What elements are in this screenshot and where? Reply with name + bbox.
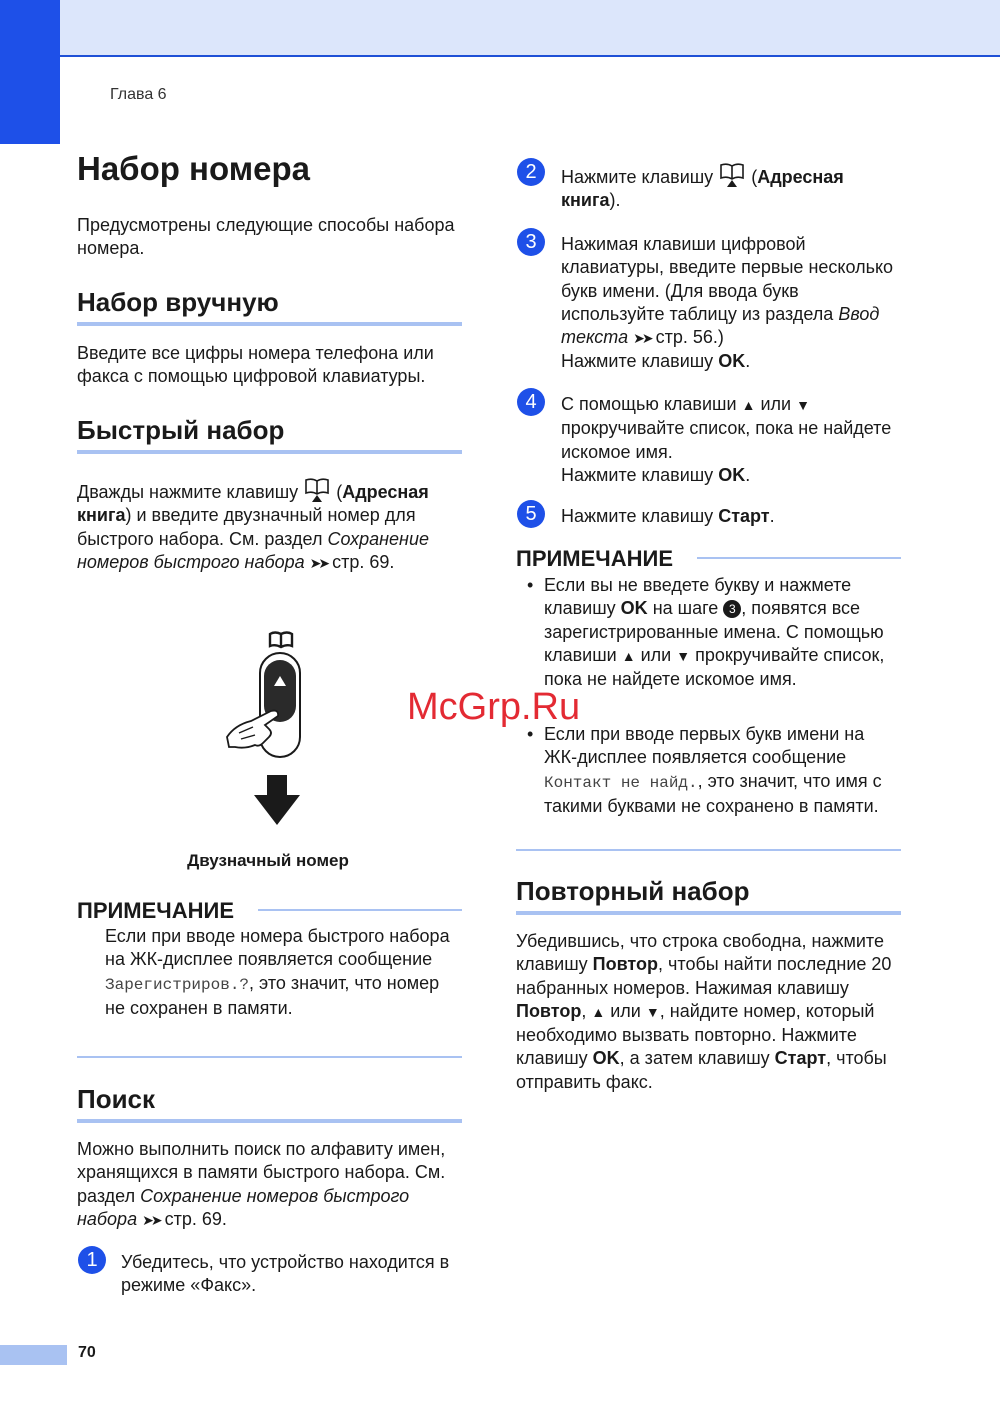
search-ref-link: Сохранение номеров быстрого набора bbox=[77, 1185, 410, 1229]
note-b1-text-4: прокручивайте список, пока не найдете искомое имя. bbox=[544, 644, 885, 690]
note-line-right bbox=[697, 557, 901, 559]
redial-heading: Повторный набор bbox=[516, 876, 750, 906]
speed-ref-link: Сохранение номеров быстрого набора bbox=[77, 528, 429, 572]
step-3-text-3: Нажмите клавишу bbox=[561, 351, 714, 372]
speed-text-2: ( bbox=[336, 482, 343, 502]
address-book-icon bbox=[718, 162, 746, 188]
note-b1-text-1: Если вы не введете букву и нажмете клавишу bbox=[544, 575, 852, 619]
step-2-text-2: ( bbox=[751, 167, 758, 187]
address-book-icon bbox=[303, 477, 331, 503]
note-left-text-1: Если при вводе номера быстрого набора на ЖК-дисплее появляется сообщение bbox=[105, 926, 450, 970]
note-b1-text-2: на шаге bbox=[652, 598, 719, 619]
note-title-right: ПРИМЕЧАНИЕ bbox=[516, 546, 674, 571]
note-end-line-left bbox=[77, 1056, 462, 1058]
chapter-tab bbox=[0, 0, 60, 144]
search-heading: Поиск bbox=[77, 1084, 156, 1114]
redial-key: Повтор bbox=[592, 954, 659, 975]
step-3-ref-badge: 3 bbox=[723, 600, 741, 618]
note-left-text-2: , это значит, что номер не сохранен в памяти. bbox=[105, 972, 440, 1018]
step-5-period: . bbox=[769, 506, 775, 526]
step-1-text: Убедитесь, что устройство находится в режиме «Факс». bbox=[121, 1252, 450, 1296]
redial-text-1: Убедившись, что строка свободна, нажмите клавишу bbox=[516, 931, 884, 975]
step-4-text-3: Нажмите клавишу bbox=[561, 464, 714, 485]
ok-key: OK bbox=[620, 598, 648, 619]
redial-text-4: , найдите номер, который необходимо вызвать повторно. Нажмите клавишу bbox=[516, 1000, 875, 1069]
step-3-text bbox=[561, 233, 906, 374]
page-title: Набор номера bbox=[77, 150, 310, 187]
step-3-period: . bbox=[745, 351, 751, 372]
step-3-text-1: Нажимая клавиши цифровой клавиатуры, введите первые несколько букв имени. (Для ввода букв используйте таблицу из раздела bbox=[561, 234, 894, 324]
redial-text bbox=[516, 930, 904, 1094]
address-book-key: Адресная книга bbox=[561, 167, 844, 211]
step-1-badge: 1 bbox=[78, 1246, 106, 1274]
down-arrow-icon: ▼ bbox=[645, 1003, 660, 1020]
manual-heading: Набор вручную bbox=[77, 287, 279, 317]
lcd-message-not-found: Контакт не найд. bbox=[544, 773, 698, 792]
note-title-left: ПРИМЕЧАНИЕ bbox=[77, 898, 235, 923]
chapter-label: Глава 6 bbox=[110, 86, 167, 103]
watermark: McGrp.Ru bbox=[407, 686, 581, 728]
illustration-caption: Двузначный номер bbox=[187, 851, 349, 870]
note-bullet-1 bbox=[527, 574, 900, 691]
page-number-bar bbox=[0, 1345, 67, 1365]
ok-key: OK bbox=[718, 464, 746, 485]
step-4-text-2: прокручивайте список, пока не найдете искомое имя. bbox=[561, 418, 892, 462]
text-input-ref-link: Ввод текста bbox=[561, 303, 880, 348]
note-b1-or: или bbox=[640, 644, 672, 665]
step-4-period: . bbox=[745, 464, 751, 485]
step-3-page-ref: стр. 56.) bbox=[655, 327, 724, 348]
address-book-key: Адресная книга bbox=[77, 482, 429, 526]
step-5-text bbox=[561, 505, 906, 528]
header-line bbox=[60, 55, 1000, 57]
bullet-dot: • bbox=[527, 575, 534, 595]
ok-key: OK bbox=[592, 1048, 620, 1069]
redial-key: Повтор bbox=[516, 1000, 582, 1021]
up-arrow-icon: ▲ bbox=[621, 647, 636, 664]
bullet-dot: • bbox=[527, 724, 534, 744]
redial-text-2: , чтобы найти последние 20 набранных номеров. Нажимая клавишу bbox=[516, 954, 892, 998]
page-number: 70 bbox=[78, 1344, 96, 1361]
speed-text-3: ) и введите двузначный номер для быстрого набора. См. раздел bbox=[77, 505, 416, 549]
redial-text-5: , а затем клавишу bbox=[619, 1048, 770, 1069]
start-key: Старт bbox=[718, 506, 770, 526]
speed-page-ref: стр. 69. bbox=[332, 551, 395, 572]
redial-text-6: , чтобы отправить факс. bbox=[516, 1048, 887, 1092]
step-4-badge: 4 bbox=[517, 388, 545, 416]
lcd-message-registered: Зарегистриров.? bbox=[105, 975, 250, 994]
manual-text: Введите все цифры номера телефона или факса с помощью цифровой клавиатуры. bbox=[77, 343, 434, 387]
step-5-text-1: Нажмите клавишу bbox=[561, 506, 714, 526]
step-5-badge: 5 bbox=[517, 500, 545, 528]
speed-heading: Быстрый набор bbox=[77, 415, 285, 445]
double-arrow-icon: ➤➤ bbox=[633, 330, 651, 347]
note-line-left bbox=[258, 909, 462, 911]
double-arrow-icon: ➤➤ bbox=[309, 554, 328, 571]
redial-or: или bbox=[610, 1000, 641, 1021]
ok-key: OK bbox=[718, 351, 746, 372]
step-3-badge: 3 bbox=[517, 228, 545, 256]
step-4-text-1: С помощью клавиши bbox=[561, 394, 737, 414]
search-text bbox=[77, 1138, 469, 1232]
step-2-text-3: ). bbox=[609, 190, 621, 211]
double-arrow-icon: ➤➤ bbox=[142, 1211, 160, 1228]
step-4-text bbox=[561, 393, 906, 487]
note-b2-text-2: , это значит, что имя с такими буквами не сохранено в памяти. bbox=[544, 770, 882, 816]
note-b1-text-3: , появятся все зарегистрированные имена. С помощью клавиши bbox=[544, 598, 884, 665]
note-end-line-right bbox=[516, 849, 901, 851]
note-text-left bbox=[105, 925, 455, 1020]
down-arrow-icon: ▼ bbox=[796, 397, 810, 413]
intro-text: Предусмотрены следующие способы набора номера. bbox=[77, 215, 455, 259]
manual-rule bbox=[77, 322, 462, 326]
step-2-badge: 2 bbox=[517, 158, 545, 186]
search-text-1: Можно выполнить поиск по алфавиту имен, хранящихся в памяти быстрого набора. См. раздел bbox=[77, 1139, 446, 1206]
speed-text-1: Дважды нажмите клавишу bbox=[77, 482, 299, 502]
speed-text bbox=[77, 477, 469, 575]
step-2-text-1: Нажмите клавишу bbox=[561, 167, 714, 187]
note-b2-text-1: Если при вводе первых букв имени на ЖК-дисплее появляется сообщение bbox=[544, 724, 865, 768]
step-2-text bbox=[561, 162, 906, 213]
step-4-or: или bbox=[760, 394, 792, 414]
down-arrow-icon: ▼ bbox=[676, 647, 691, 664]
header-band bbox=[0, 0, 1000, 56]
note-bullet-2 bbox=[527, 723, 900, 818]
redial-comma: , bbox=[581, 1000, 587, 1021]
keypad-illustration bbox=[215, 625, 335, 830]
redial-rule bbox=[516, 911, 901, 915]
up-arrow-icon: ▲ bbox=[741, 397, 756, 413]
search-page-ref: стр. 69. bbox=[164, 1208, 227, 1229]
speed-rule bbox=[77, 450, 462, 454]
up-arrow-icon: ▲ bbox=[591, 1003, 606, 1020]
start-key: Старт bbox=[774, 1048, 827, 1069]
search-rule bbox=[77, 1119, 462, 1123]
